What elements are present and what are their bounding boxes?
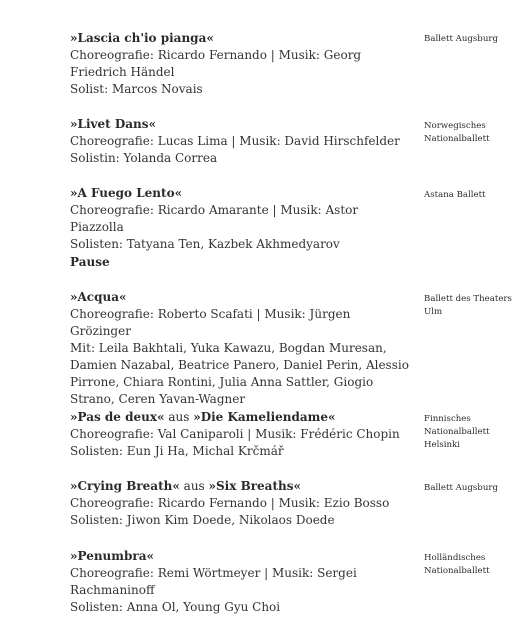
piece-title	[70, 478, 415, 495]
piece-title: »Penumbra«	[70, 549, 154, 563]
piece-title: »Livet Dans«	[70, 117, 156, 131]
pause-heading: Pause	[70, 255, 110, 269]
piece-title-work: »Six Breaths«	[208, 479, 301, 493]
piece-title	[70, 409, 415, 426]
cast: Solisten: Eun Ji Ha, Michal Krčmář	[70, 444, 284, 458]
company-name: Ballett des Theaters Ulm	[424, 294, 512, 317]
piece-title: »Lascia ch'io pianga«	[70, 31, 214, 45]
cast: Solisten: Jiwon Kim Doede, Nikolaos Doede	[70, 513, 335, 527]
company-name: Norwegisches Nationalballett	[424, 121, 490, 144]
program-entry	[70, 185, 415, 253]
cast: Solisten: Tatyana Ten, Kazbek Akhmedyarov	[70, 237, 340, 251]
aus-connector: aus	[164, 410, 194, 424]
piece-title: »A Fuego Lento«	[70, 186, 183, 200]
cast: Solist: Marcos Novais	[70, 82, 203, 96]
choreography-music: Choreografie: Remi Wörtmeyer | Musik: Sergei Rachmaninoff	[70, 566, 357, 597]
piece-title-excerpt: »Crying Breath«	[70, 479, 180, 493]
company-name: Finnisches Nationalballett Helsinki	[424, 414, 490, 450]
company-name: Astana Ballett	[424, 190, 486, 200]
program-entry	[70, 548, 415, 616]
cast: Solisten: Anna Ol, Young Gyu Choi	[70, 600, 281, 614]
company-name: Ballett Augsburg	[424, 483, 498, 493]
company-name: Holländisches Nationalballett	[424, 553, 490, 576]
cast: Mit: Leila Bakhtali, Yuka Kawazu, Bogdan Muresan, Damien Nazabal, Beatrice Panero, Daniel Perin, Alessio Pirrone, Chiara Rontini, Julia Anna Sattler, Giogio Strano, Ceren Yavan-Wagner	[70, 341, 409, 406]
aus-connector: aus	[179, 479, 209, 493]
choreography-music: Choreografie: Ricardo Amarante | Musik: Astor Piazzolla	[70, 203, 359, 234]
piece-title: »Acqua«	[70, 290, 127, 304]
program-entry	[70, 289, 415, 408]
piece-title-work: »Die Kameliendame«	[193, 410, 336, 424]
choreography-music: Choreografie: Lucas Lima | Musik: David Hirschfelder	[70, 134, 400, 148]
piece-title-excerpt: »Pas de deux«	[70, 410, 165, 424]
program-entry	[70, 116, 415, 167]
choreography-music: Choreografie: Ricardo Fernando | Musik: Georg Friedrich Händel	[70, 48, 362, 79]
choreography-music: Choreografie: Ricardo Fernando | Musik: Ezio Bosso	[70, 496, 390, 510]
program-entry	[70, 409, 415, 460]
company-name: Ballett Augsburg	[424, 34, 498, 44]
cast: Solistin: Yolanda Correa	[70, 151, 218, 165]
choreography-music: Choreografie: Val Caniparoli | Musik: Frédéric Chopin	[70, 427, 400, 441]
program-entry	[70, 478, 415, 529]
program-entry	[70, 30, 415, 98]
choreography-music: Choreografie: Roberto Scafati | Musik: Jürgen Grözinger	[70, 307, 351, 338]
